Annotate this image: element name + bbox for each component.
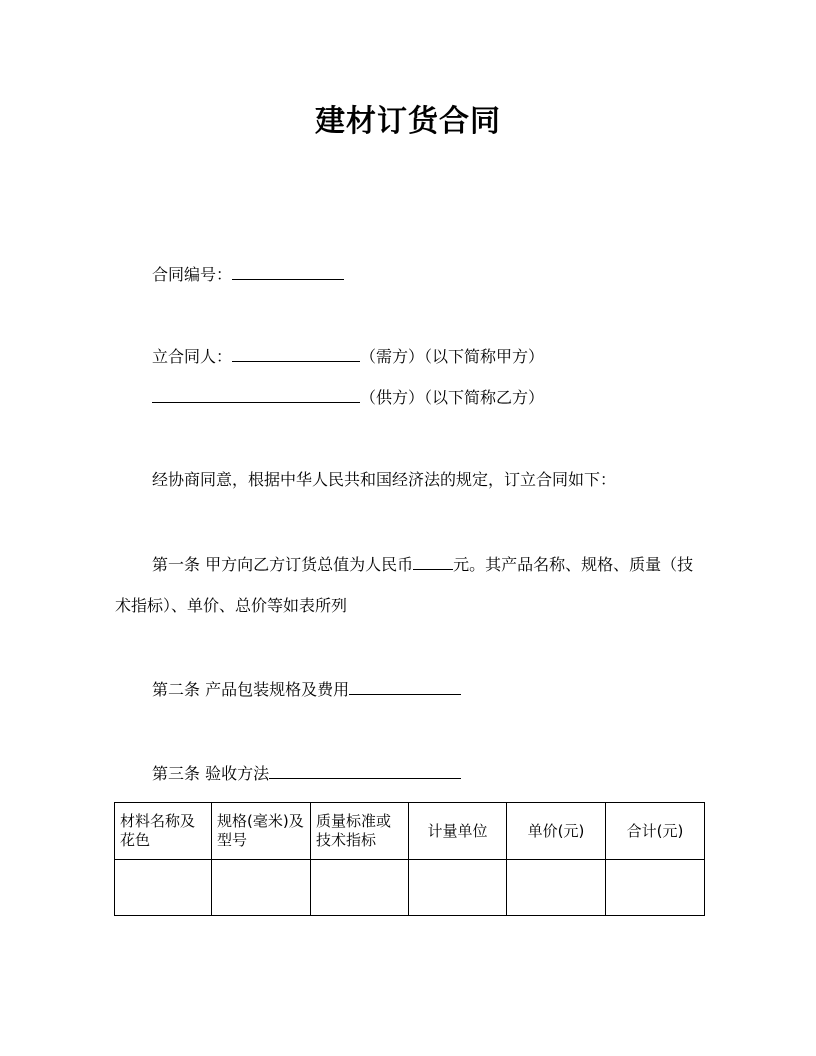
contract-number-line — [152, 263, 344, 285]
header-total: 合计(元) — [606, 803, 705, 860]
intro-paragraph: 经协商同意，根据中华人民共和国经济法的规定，订立合同如下： — [152, 470, 617, 489]
party-a-label: 立合同人： — [152, 347, 233, 366]
article-2-line — [152, 678, 461, 700]
party-a-line — [152, 345, 544, 367]
article-3-text: 第三条 验收方法 — [152, 764, 270, 783]
table-cell[interactable] — [507, 860, 606, 916]
document-title: 建材订货合同 — [315, 104, 501, 139]
party-b-suffix: （供方）（以下简称乙方） — [360, 388, 545, 407]
article-1-line-1 — [152, 553, 693, 575]
items-table — [114, 802, 705, 916]
article-3-line — [152, 762, 461, 784]
article-1-line-2: 术指标）、单价、总价等如表所列 — [115, 596, 348, 615]
article-1-text-b: 元。其产品名称、规格、质量（技 — [453, 555, 694, 574]
table-header-row — [115, 803, 705, 860]
packaging-blank[interactable] — [349, 678, 461, 695]
party-a-blank[interactable] — [232, 345, 360, 362]
article-1-text-a: 第一条 甲方向乙方订货总值为人民币 — [152, 555, 414, 574]
party-a-suffix: （需方）（以下简称甲方） — [360, 347, 545, 366]
header-unit: 计量单位 — [409, 803, 507, 860]
contract-number-blank[interactable] — [232, 263, 344, 280]
table-cell[interactable] — [115, 860, 212, 916]
table-cell[interactable] — [409, 860, 507, 916]
table-row — [115, 860, 705, 916]
table-cell[interactable] — [212, 860, 311, 916]
header-quality-standard: 质量标准或技术指标 — [311, 803, 409, 860]
header-unit-price: 单价(元) — [507, 803, 606, 860]
party-b-blank[interactable] — [152, 386, 360, 403]
article-2-text: 第二条 产品包装规格及费用 — [152, 680, 350, 699]
party-b-line — [152, 386, 544, 408]
contract-number-label: 合同编号： — [152, 265, 233, 284]
table-cell[interactable] — [311, 860, 409, 916]
acceptance-method-blank[interactable] — [269, 762, 461, 779]
total-value-blank[interactable] — [413, 553, 453, 570]
table-cell[interactable] — [606, 860, 705, 916]
header-material-name: 材料名称及花色 — [115, 803, 212, 860]
header-spec-model: 规格(毫米)及型号 — [212, 803, 311, 860]
